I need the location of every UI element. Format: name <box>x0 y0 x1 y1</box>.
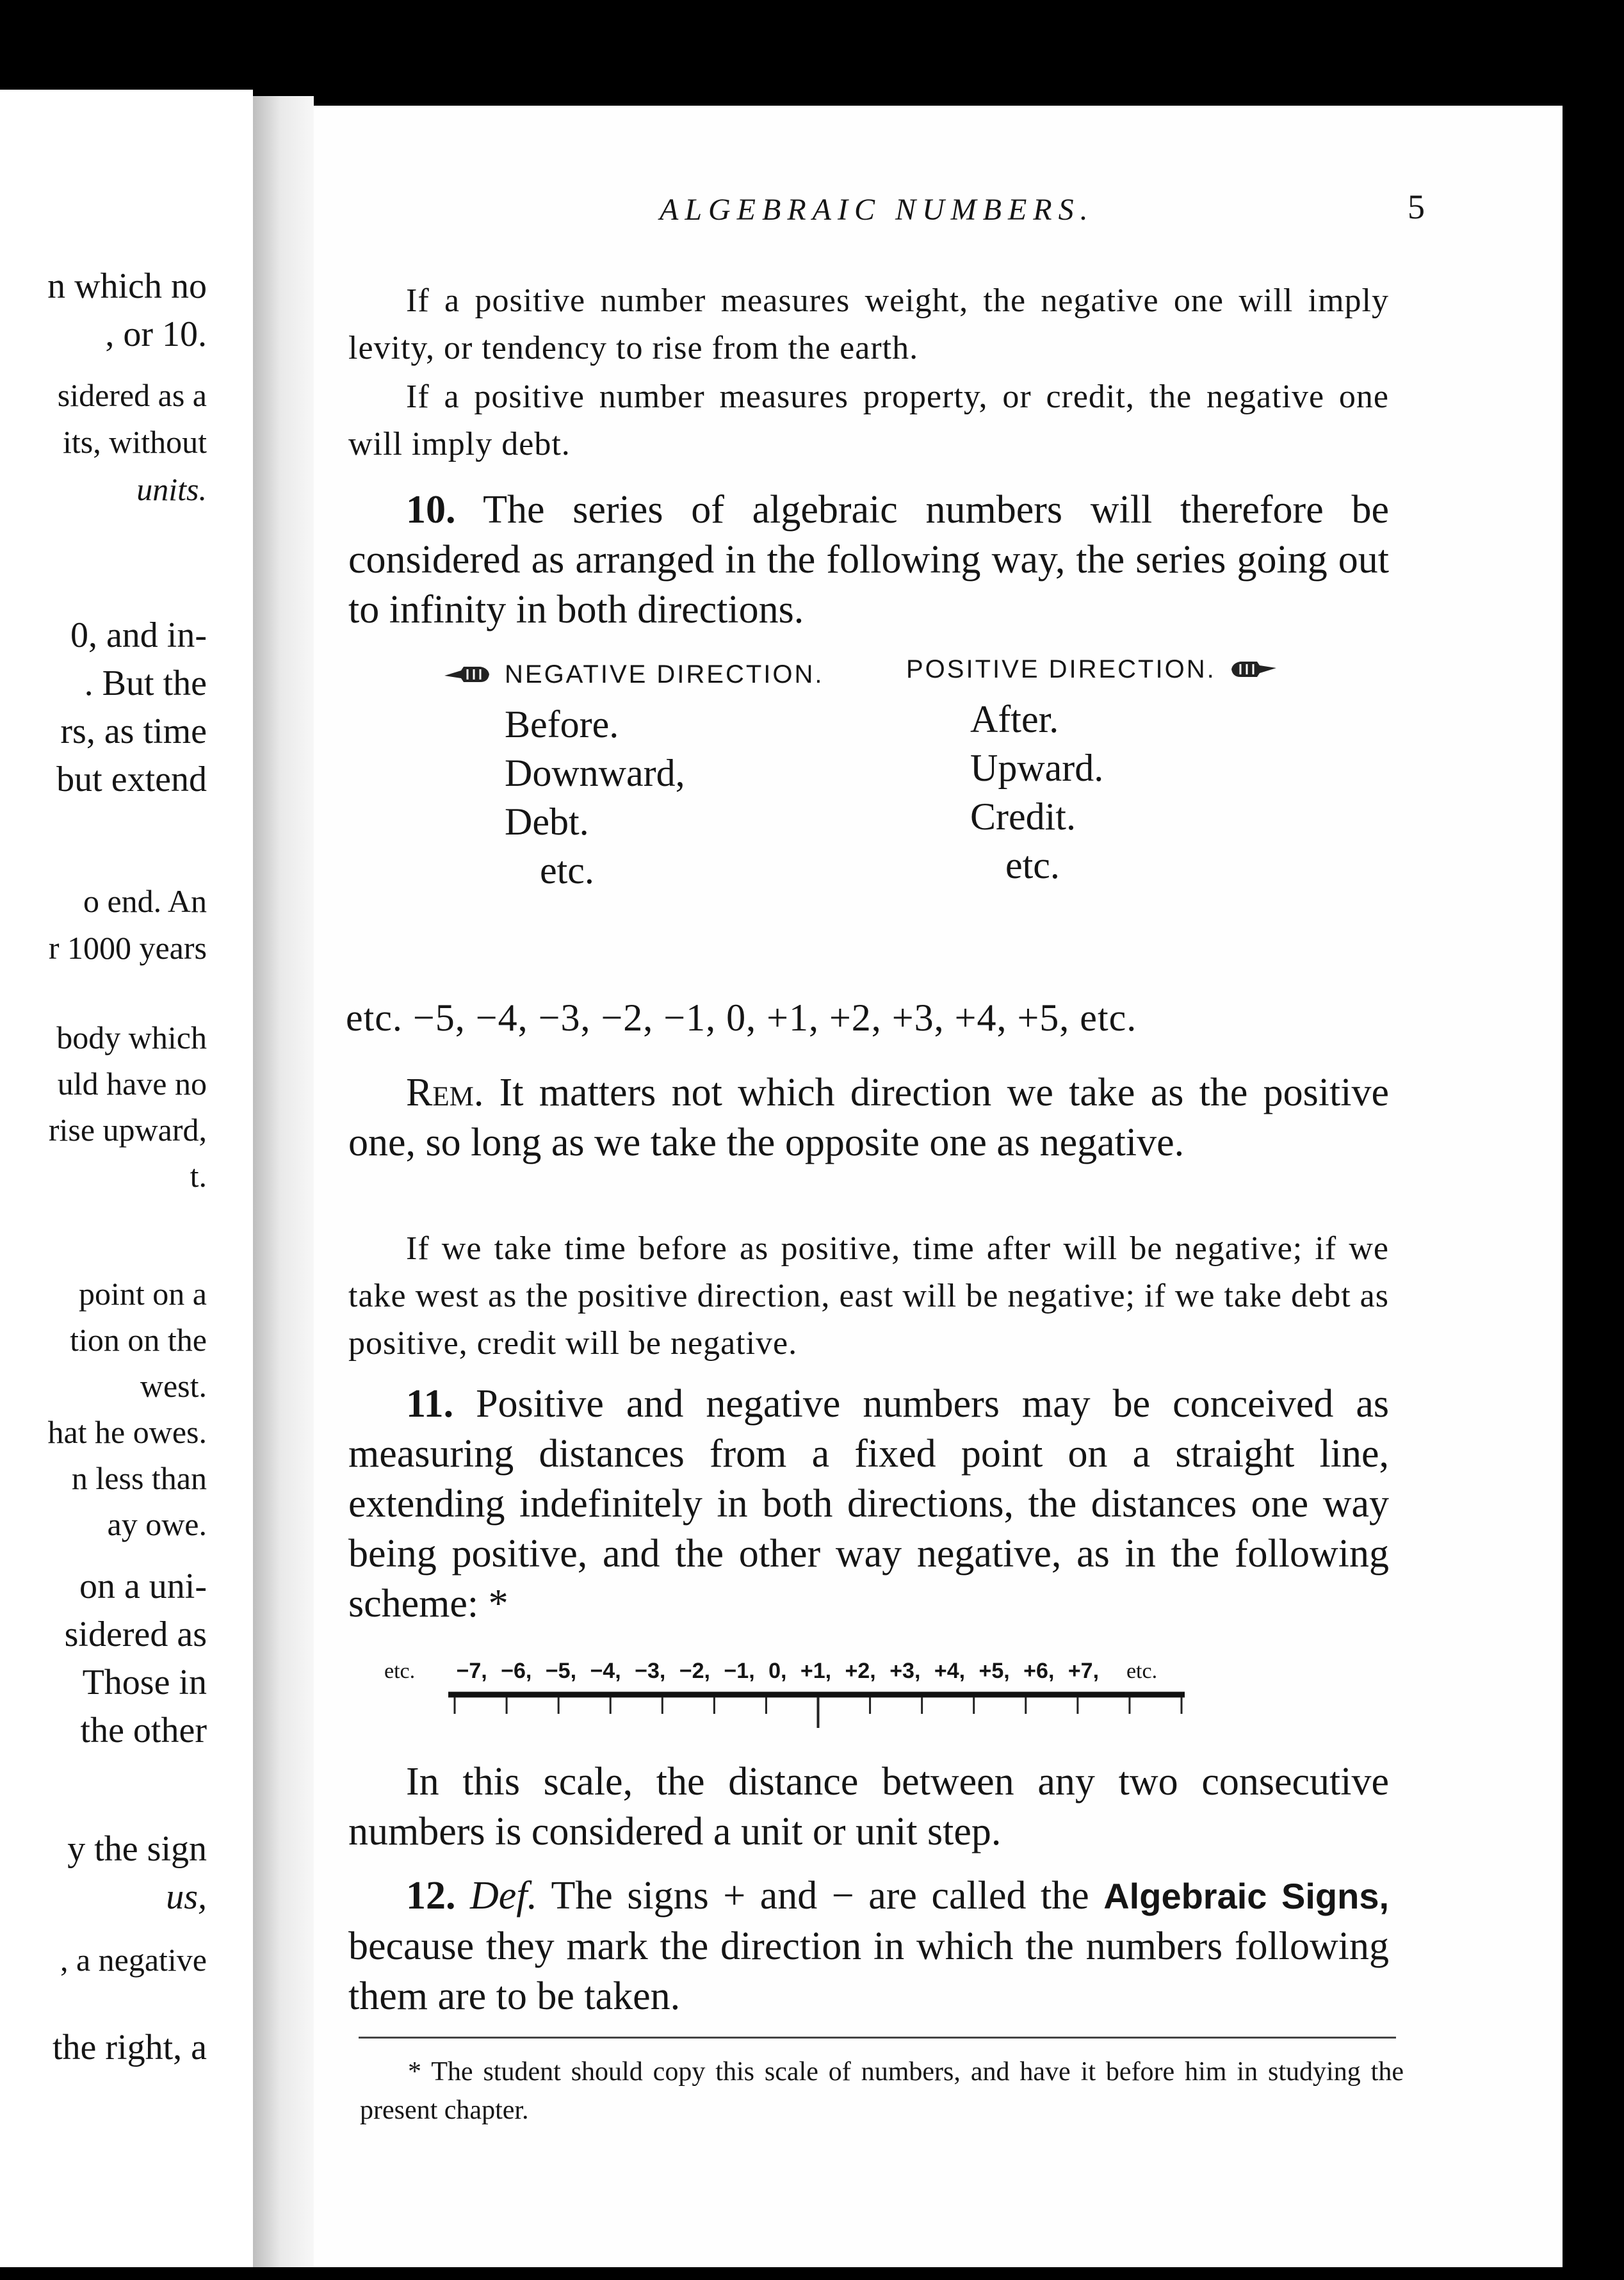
facing-text: y the sign <box>67 1829 207 1869</box>
scale-labels <box>384 1659 1157 1684</box>
page-header <box>314 188 1563 237</box>
facing-text: body which <box>56 1020 207 1055</box>
negative-heading-text: NEGATIVE DIRECTION. <box>505 660 824 688</box>
negative-item: etc. <box>540 849 594 892</box>
scale-prefix: etc. <box>384 1659 416 1683</box>
algebraic-signs-term: Algebraic Signs, <box>1103 1876 1390 1916</box>
section-text: The signs + and − are called the <box>551 1874 1089 1918</box>
facing-text: sidered as <box>64 1615 207 1654</box>
paragraph-property: If a positive number measures property, or credit, the negative one will imply debt. <box>348 379 1389 462</box>
facing-text: n less than <box>71 1460 207 1496</box>
facing-text: o end. An <box>83 883 207 919</box>
facing-text: point on a <box>79 1276 207 1312</box>
scale-suffix: etc. <box>1126 1659 1158 1683</box>
section-number: 10. <box>406 488 456 532</box>
facing-text: but extend <box>56 760 207 799</box>
positive-heading <box>906 650 1279 688</box>
facing-text: n which no <box>47 266 207 306</box>
footnote: * The student should copy this scale of numbers, and have it before him in studying the present chapter. <box>360 2057 1404 2125</box>
section-11 <box>348 1379 1389 1629</box>
positive-heading-text: POSITIVE DIRECTION. <box>906 655 1216 683</box>
facing-text: t. <box>190 1158 207 1194</box>
facing-text: ay owe. <box>107 1506 207 1542</box>
definition-label: Def. <box>470 1874 538 1918</box>
footnote-rule <box>359 2037 1396 2039</box>
positive-item: Credit. <box>970 795 1076 838</box>
negative-heading <box>442 655 824 694</box>
section-number: 11. <box>406 1382 454 1426</box>
facing-text: units. <box>136 471 207 507</box>
book-gutter <box>253 96 314 2267</box>
remark-note: If we take time before as positive, time after will be negative; if we take west as the positive direction, east will be negative; if we take debt as positive, credit will be negative. <box>348 1230 1389 1362</box>
facing-text: hat he owes. <box>47 1414 207 1450</box>
facing-text: its, without <box>62 424 207 460</box>
page-number: 5 <box>1408 188 1425 226</box>
direction-table <box>314 655 1563 1014</box>
remark <box>348 1068 1389 1168</box>
facing-text: 0, and in- <box>70 615 207 655</box>
positive-item: Upward. <box>970 747 1104 789</box>
paragraph-weight: If a positive number measures weight, the negative one will imply levity, or tendency to rise from the earth. <box>348 282 1389 366</box>
page <box>314 106 1563 2267</box>
positive-column <box>906 650 1279 890</box>
facing-text: west. <box>140 1368 207 1404</box>
section-number: 12. <box>406 1874 456 1918</box>
facing-text: Those in <box>82 1663 207 1702</box>
negative-item: Debt. <box>505 801 589 843</box>
running-head: ALGEBRAIC NUMBERS. <box>660 193 1094 227</box>
facing-text: r 1000 years <box>48 930 207 966</box>
positive-item: etc. <box>1005 844 1060 886</box>
remark-label: Rem. <box>406 1071 484 1114</box>
positive-item: After. <box>970 698 1059 740</box>
pointing-hand-right-icon <box>1228 656 1279 682</box>
scale-line <box>384 1688 1428 1734</box>
remark-text: It matters not which direction we take as the positive one, so long as we take the opposite one as negative. <box>348 1071 1390 1164</box>
facing-text: the right, a <box>52 2028 207 2067</box>
facing-text: us, <box>166 1877 207 1917</box>
facing-text: rs, as time <box>60 712 207 751</box>
scale-explanation: In this scale, the distance between any two consecutive numbers is considered a unit or unit step. <box>348 1760 1389 1853</box>
pointing-hand-left-icon <box>442 662 493 687</box>
negative-column <box>442 655 824 895</box>
facing-page <box>0 90 253 2267</box>
facing-text: , or 10. <box>105 314 207 354</box>
facing-text: uld have no <box>57 1066 207 1102</box>
facing-text: sidered as a <box>57 377 207 413</box>
facing-text: rise upward, <box>48 1112 207 1148</box>
section-text: The series of algebraic numbers will therefore be considered as arranged in the following way, the series going out to infinity in both directions. <box>348 488 1389 631</box>
section-text: Positive and negative numbers may be conceived as measuring distances from a fixed point on a straight line, extending indefinitely in both directions, the distances one way being positive, and the other way negative, as in the following scheme: * <box>348 1382 1389 1625</box>
negative-item: Downward, <box>505 752 685 794</box>
section-text-continued: because they mark the direction in which the numbers following them are to be taken. <box>348 1925 1389 2018</box>
section-12 <box>348 1871 1389 2021</box>
negative-item: Before. <box>505 703 619 745</box>
facing-text: . But the <box>84 664 207 703</box>
facing-text: the other <box>80 1711 207 1750</box>
facing-text: , a negative <box>60 1942 207 1978</box>
facing-text: on a uni- <box>79 1567 207 1606</box>
number-scale <box>384 1659 1428 1736</box>
number-series: etc. −5, −4, −3, −2, −1, 0, +1, +2, +3, +4, +5, etc. <box>346 997 1137 1039</box>
section-10 <box>348 485 1389 635</box>
facing-text: tion on the <box>70 1322 207 1358</box>
scale-numbers: −7, −6, −5, −4, −3, −2, −1, 0, +1, +2, +3, +4, +5, +6, +7, <box>456 1659 1100 1683</box>
